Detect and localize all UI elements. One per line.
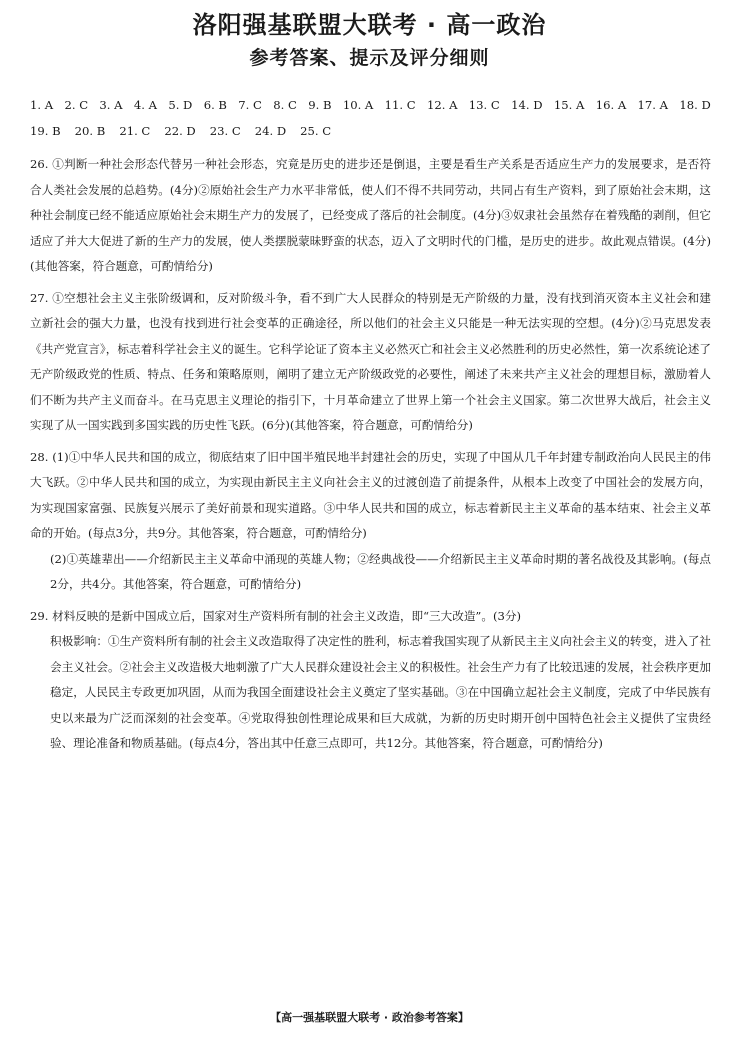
choice-answer: 7. C	[238, 98, 262, 112]
page-subtitle: 参考答案、提示及评分细则	[249, 47, 490, 69]
choice-answer: 20. B	[74, 123, 106, 138]
choice-answer: 3. A	[99, 98, 123, 112]
choice-answers-line-2	[30, 119, 711, 145]
choice-answer: 17. A	[637, 98, 669, 112]
choice-answer: 21. C	[119, 123, 151, 138]
choice-answer: 10. A	[342, 98, 374, 112]
choice-answer: 12. A	[426, 98, 458, 112]
choice-answer: 13. C	[468, 98, 500, 112]
choice-answer: 2. C	[64, 98, 89, 112]
page-footer: 【高一强基联盟大联考 · 政治参考答案】	[270, 1011, 469, 1024]
choice-answer: 15. A	[553, 98, 585, 112]
question-26-answer: 26. ①判断一种社会形态代替另一种社会形态，究竟是历史的进步还是倒退，主要是看生产关系是否适应生产力的发展要求，是否符合人类社会发展的总趋势。(4分)②原始社会生产力水平非常低，使人们不得不共同劳动，共同占有生产资料，到了原始社会末期，这种社会制度已经不能适应原始社会末期生产力的发展了，已经变成了落后的社会制度。(4分)③奴隶社会虽然存在着残酷的剥削，但它适应了并大大促进了新的生产力的发展，使人类摆脱蒙昧野蛮的状态，迈入了文明时代的门槛，是历史的进步。故此观点错误。(4分)(其他答案，符合题意，可酌情给分)	[30, 157, 711, 273]
question-28-part-1-answer: 28. (1)①中华人民共和国的成立，彻底结束了旧中国半殖民地半封建社会的历史，实现了中国从几千年封建专制政治向人民民主的伟大飞跃。②中华人民共和国的成立，为实现由新民主主义向社会主义的过渡创造了前提条件，从根本上改变了中国社会的发展方向，为实现国家富强、民族复兴展示了美好前景和现实道路。③中华人民共和国的成立，标志着新民主主义革命的基本结束、社会主义革命的开始。(每点3分，共9分。其他答案，符合题意，可酌情给分)	[30, 449, 711, 540]
choice-answer: 1. A	[30, 98, 54, 112]
choice-answer: 19. B	[30, 123, 61, 138]
choice-answer: 14. D	[511, 98, 543, 112]
choice-answer: 6. B	[203, 98, 227, 112]
question-29-part-1-answer: 29. 材料反映的是新中国成立后，国家对生产资料所有制的社会主义改造，即“三大改造”。(3分)	[30, 608, 521, 623]
choice-answer: 16. A	[595, 98, 627, 112]
choice-answer: 23. C	[209, 123, 241, 138]
choice-answer: 8. C	[273, 98, 297, 112]
choice-answer: 25. C	[300, 123, 332, 138]
choice-answer: 11. C	[384, 98, 416, 112]
page-title: 洛阳强基联盟大联考 · 高一政治	[192, 11, 547, 39]
choice-answer: 9. B	[308, 98, 332, 112]
question-27-answer: 27. ①空想社会主义主张阶级调和，反对阶级斗争，看不到广大人民群众的特别是无产阶级的力量，没有找到消灭资本主义社会和建立新社会的强大力量，也没有找到进行社会变革的正确途径，所以他们的社会主义只能是一种无法实现的空想。(4分)②马克思发表《共产党宣言》，标志着科学社会主义的诞生。它科学论证了资本主义必然灭亡和社会主义必然胜利的历史必然性，第一次系统论述了无产阶级政党的性质、特点、任务和策略原则，阐明了建立无产阶级政党的必要性，阐述了未来共产主义社会的理想目标，激励着人们不断为共产主义而奋斗。在马克思主义理论的指引下，十月革命建立了世界上第一个社会主义国家。第二次世界大战后，社会主义实现了从一国实践到多国实践的历史性飞跃。(6分)(其他答案，符合题意，可酌情给分)	[30, 290, 711, 432]
choice-answer: 5. D	[168, 98, 193, 112]
question-28-part-2-answer: (2)①英雄辈出——介绍新民主主义革命中涌现的英雄人物；②经典战役——介绍新民主主义革命时期的著名战役及其影响。(每点2分，共4分。其他答案，符合题意，可酌情给分)	[50, 551, 711, 591]
answer-body	[30, 93, 711, 757]
choice-answer: 24. D	[254, 123, 287, 138]
question-29-part-2-answer: 积极影响：①生产资料所有制的社会主义改造取得了决定性的胜利，标志着我国实现了从新民主主义向社会主义的转变，进入了社会主义社会。②社会主义改造极大地刺激了广大人民群众建设社会主义的积极性。社会生产力有了比较迅速的发展，社会秩序更加稳定，人民民主专政更加巩固，从而为我国全面建设社会主义奠定了坚实基础。③在中国确立起社会主义制度，完成了中华民族有史以来最为广泛而深刻的社会变革。④党取得独创性理论成果和巨大成就，为新的历史时期开创中国特色社会主义提供了宝贵经验、理论准备和物质基础。(每点4分，答出其中任意三点即可，共12分。其他答案，符合题意，可酌情给分)	[50, 634, 711, 750]
choice-answer: 18. D	[679, 98, 711, 112]
choice-answers-line-1	[30, 93, 711, 119]
choice-answer: 22. D	[164, 123, 196, 138]
choice-answer: 4. A	[133, 98, 157, 112]
